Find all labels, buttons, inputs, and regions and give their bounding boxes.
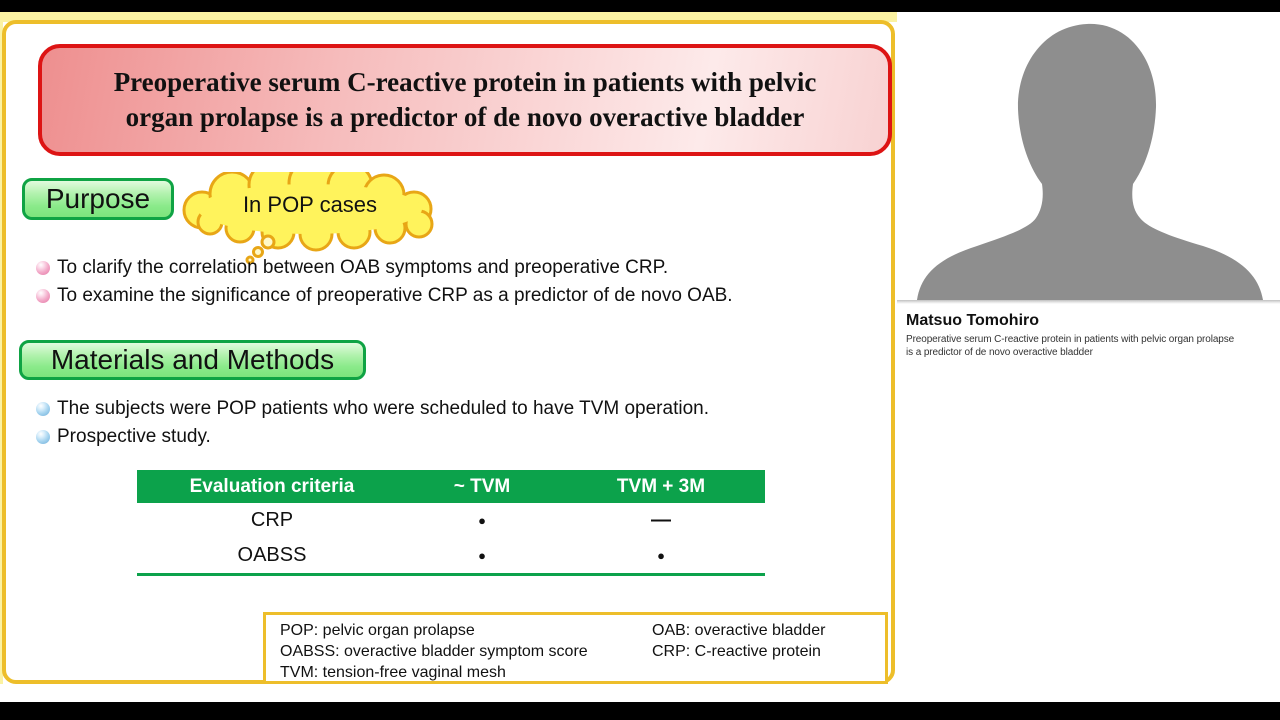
bullet-sphere-icon: [36, 289, 50, 303]
materials-bullet-2: [36, 424, 211, 450]
row-oabss-tvm3m-marker: ●: [657, 548, 665, 563]
header-tvm: ~ TVM: [453, 475, 511, 497]
header-tvm-3m: TVM + 3M: [616, 475, 706, 497]
slide-panel: [0, 12, 897, 702]
bullet-sphere-icon: [36, 261, 50, 275]
title-box: [38, 44, 892, 156]
legend-oab: OAB: overactive bladder: [652, 622, 826, 639]
legend-pop: POP: pelvic organ prolapse: [280, 622, 475, 639]
purpose-bullet-1: [36, 255, 668, 281]
speaker-presentation-title-line1: Preoperative serum C-reactive protein in patients with pelvic organ prolapse: [906, 334, 1235, 345]
header-evaluation-criteria: Evaluation criteria: [189, 475, 355, 497]
table-bottom-rule: [137, 573, 765, 576]
bullet-sphere-icon: [36, 402, 50, 416]
bullet-sphere-icon: [36, 430, 50, 444]
row-crp-tvm-marker: ●: [478, 513, 486, 528]
materials-methods-badge: [19, 340, 366, 380]
purpose-badge: [22, 178, 174, 220]
letterbox-top: [0, 0, 1280, 12]
row-label: CRP: [250, 509, 294, 531]
table-row: [137, 538, 765, 573]
materials-methods-label: Materials and Methods: [50, 344, 335, 375]
abbreviation-legend: [263, 612, 888, 684]
letterbox-bottom: [0, 702, 1280, 720]
speaker-info: [906, 312, 1276, 359]
photo-divider: [897, 300, 1280, 304]
slide-frame: [2, 20, 895, 684]
legend-crp: CRP: C-reactive protein: [652, 643, 821, 660]
speaker-panel: [897, 12, 1280, 702]
legend-oabss: OABSS: overactive bladder symptom score: [280, 643, 588, 660]
materials-bullet-1: [36, 396, 709, 422]
purpose-bullet-1-text: To clarify the correlation between OAB symptoms and preoperative CRP.: [57, 257, 669, 278]
row-label: OABSS: [237, 544, 307, 566]
speaker-name: Matsuo Tomohiro: [906, 312, 1040, 329]
cloud-label: In POP cases: [242, 192, 378, 217]
speaker-presentation-title-line2: is a predictor of de novo overactive bladder: [906, 347, 1093, 358]
evaluation-table: [137, 470, 765, 576]
row-crp-tvm3m-marker: —: [651, 509, 671, 531]
speaker-photo-placeholder: [897, 12, 1280, 300]
purpose-badge-label: Purpose: [45, 183, 151, 214]
person-silhouette-icon: [897, 12, 1280, 300]
slide-title-line1: Preoperative serum C-reactive protein in patients with pelvic: [113, 67, 817, 97]
purpose-bullet-2-text: To examine the significance of preoperative CRP as a predictor of de novo OAB.: [57, 285, 733, 306]
purpose-bullet-2: [36, 283, 733, 309]
materials-bullet-2-text: Prospective study.: [57, 426, 211, 447]
evaluation-table-header: [137, 470, 765, 503]
legend-tvm: TVM: tension-free vaginal mesh: [280, 664, 506, 681]
materials-bullet-1-text: The subjects were POP patients who were scheduled to have TVM operation.: [57, 398, 709, 419]
table-row: [137, 503, 765, 538]
row-oabss-tvm-marker: ●: [478, 548, 486, 563]
slide-title-line2: organ prolapse is a predictor of de novo overactive bladder: [125, 102, 805, 132]
